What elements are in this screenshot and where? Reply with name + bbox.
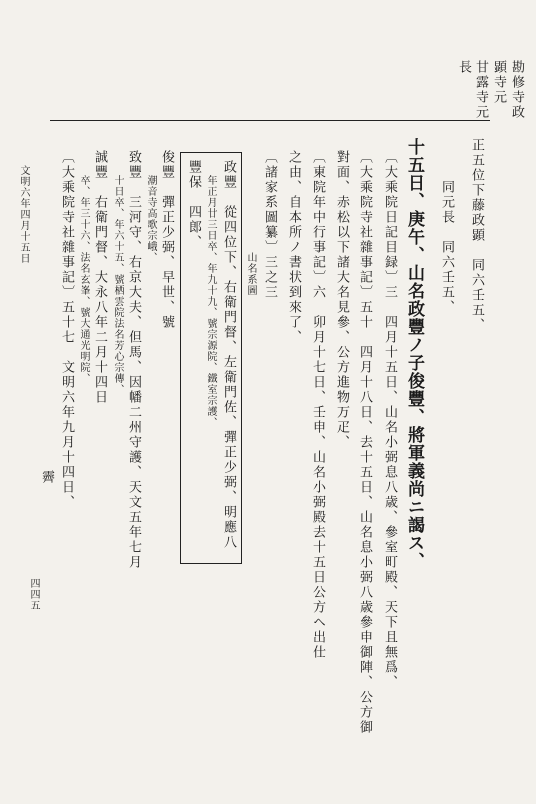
genealogy-entry: 誠豐 右衛門督、大永八年二月十四日: [92, 150, 107, 405]
header-line-4: 長: [456, 60, 471, 75]
text-line: 正五位下藤政顕 同六壬五、: [469, 138, 484, 333]
genealogy-entry: 政豐 從四位下、右衛門督、左衛門佐、彈正少弼、明應八: [221, 160, 236, 550]
header-line-1: 勘修寺政: [509, 60, 524, 120]
entry-heading: 十五日、庚午、山名政豐ノ子俊豐、將軍義尚ニ謁ス、: [404, 138, 424, 570]
text-line: 同元長 同六壬五、: [439, 180, 454, 315]
text-line: 霽: [39, 470, 54, 485]
text-line: 對面、赤松以下諸大名見參、公方進物万疋、: [334, 150, 349, 450]
page-number: 四四五: [28, 578, 39, 611]
genealogy-entry: 十日卒、年六十五、號栖雲院法名芳心宗傳、: [112, 175, 123, 395]
text-line: 〔大乘院寺社雜事記〕五十 四月十八日、去十五日、山名息小弼八歳參申御陣、公方御: [357, 150, 372, 735]
header-line-2: 顕寺元: [491, 60, 506, 105]
text-line: 〔大乘院日記目録〕三 四月十五日、山名小弼息八歳、參室町殿、天下且無爲、: [382, 150, 397, 690]
genealogy-title: 山名系圖: [245, 252, 256, 296]
text-line: 之由、自本所ノ書状到來了、: [286, 150, 301, 345]
genealogy-entry: 潮音寺高歌宗峨、: [145, 175, 156, 263]
header-rule: [50, 120, 490, 121]
header-line-3: 甘露寺元: [473, 60, 488, 120]
source-citation: 〔諸家系圖纂〕三之三: [262, 150, 277, 300]
genealogy-entry: 俊豐 彈正少弼、早世、號: [159, 150, 174, 330]
genealogy-entry: 致豐 三河守、右京大夫、但馬、因幡二州守護、天文五年七月: [126, 150, 141, 570]
side-date: 文明六年四月十五日: [18, 165, 29, 264]
source-citation: 〔大乘院寺社雜事記〕五十七 文明六年九月十四日、: [59, 150, 74, 510]
genealogy-entry: 豐保 四郎、: [186, 160, 201, 250]
text-line: 〔東院年中行事記〕六 卯月十七日、壬申、山名小弼殿去十五日公方ヘ出仕: [310, 150, 325, 660]
genealogy-entry: 年正月廿三日卒、年九十九、號宗源院、鐵室宗護、: [205, 175, 216, 428]
genealogy-entry: 卒、年三十六、法名玄峯、號大通光明院、: [78, 175, 89, 384]
